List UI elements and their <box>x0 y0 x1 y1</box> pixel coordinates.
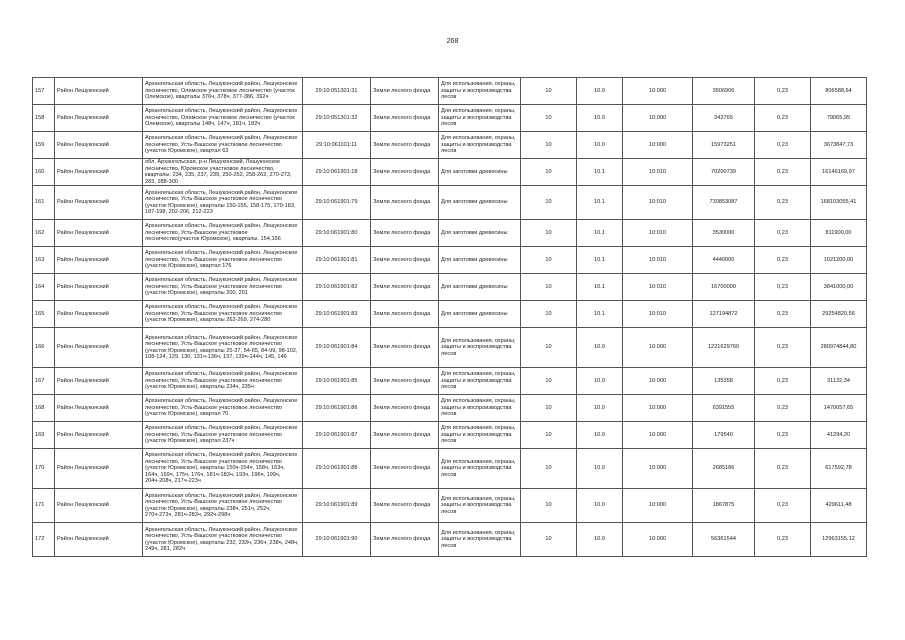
cell-cadastral-number: 29:10:061901:81 <box>303 247 371 274</box>
table-row <box>33 159 867 186</box>
cell-area: 3506906 <box>693 78 755 105</box>
cell-rate: 0,23 <box>755 395 811 422</box>
cell-land-category: Земли лесного фонда <box>371 105 439 132</box>
cell-district: Район Лешуконский <box>55 449 143 489</box>
table-row <box>33 105 867 132</box>
table-row <box>33 328 867 368</box>
cell-district: Район Лешуконский <box>55 274 143 301</box>
cell-land-category: Земли лесного фонда <box>371 449 439 489</box>
cell-district: Район Лешуконский <box>55 220 143 247</box>
cell-code-full: 10:000 <box>623 422 693 449</box>
cell-location: Архангельская область, Лешуконский район, Лешуконское лесничество, Усть-Вашское участковое лесничество(участок Юромское), кварталы. 154,156 <box>143 220 303 247</box>
cell-permitted-use: Для заготовки древесины <box>439 159 521 186</box>
land-plots-table <box>32 77 867 557</box>
cell-area: 56361544 <box>693 523 755 557</box>
cell-code-subgroup: 10.0 <box>577 368 623 395</box>
table-row <box>33 395 867 422</box>
cell-code-group: 10 <box>521 328 577 368</box>
cell-land-category: Земли лесного фонда <box>371 159 439 186</box>
table-row <box>33 247 867 274</box>
cell-code-subgroup: 10.0 <box>577 78 623 105</box>
cell-rate: 0,23 <box>755 328 811 368</box>
cell-land-category: Земли лесного фонда <box>371 489 439 523</box>
cell-number: 158 <box>33 105 55 132</box>
cell-district: Район Лешуконский <box>55 523 143 557</box>
cell-district: Район Лешуконский <box>55 159 143 186</box>
cell-code-full: 10:000 <box>623 449 693 489</box>
cell-permitted-use: Для использования, охраны, защиты и воспроизводства лесов <box>439 328 521 368</box>
cell-district: Район Лешуконский <box>55 422 143 449</box>
cell-permitted-use: Для заготовки древесины <box>439 274 521 301</box>
cell-location: Архангельская область, Лешуконский район, Лешуконское лесничество, Усть-Вашское участковое лесничество (участок Юромское), квартал 176 <box>143 247 303 274</box>
cell-value: 168103055,41 <box>811 186 867 220</box>
cell-value: 79065,95 <box>811 105 867 132</box>
cell-number: 171 <box>33 489 55 523</box>
cell-code-subgroup: 10.0 <box>577 449 623 489</box>
cell-permitted-use: Для заготовки древесины <box>439 220 521 247</box>
cell-cadastral-number: 29:10:061901:18 <box>303 159 371 186</box>
cell-area: 15973251 <box>693 132 755 159</box>
cell-rate: 0,23 <box>755 368 811 395</box>
table-row <box>33 186 867 220</box>
cell-location: Архангельская область, Лешуконский район, Лешуконское лесничество, Усть-Вашское участковое лесничество (участок Юромское), кварталы 238ч, 251ч, 252ч, 270ч-273ч, 281ч-283ч, 292ч-298ч <box>143 489 303 523</box>
cell-area: 179540 <box>693 422 755 449</box>
cell-area: 16700000 <box>693 274 755 301</box>
cell-rate: 0,23 <box>755 449 811 489</box>
cell-area: 127194872 <box>693 301 755 328</box>
cell-location: Архангельская область, Лешуконский район, Лешуконское лесничество, Усть-Вашское участковое лесничество (участок Юромское), кварталы 150ч-154ч, 158ч, 163ч, 164ч, 169ч, 175ч, 176ч, 181ч-183ч, 193ч, 196ч, 199ч, 204ч-208ч, 217ч-223ч <box>143 449 303 489</box>
cell-rate: 0,23 <box>755 301 811 328</box>
table-row <box>33 368 867 395</box>
cell-location: Архангельская область, Лешуконский район, Лешуконское лесничество, Усть-Вашское участковое лесничество (участок Юромское), кварталы 234ч, 235ч <box>143 368 303 395</box>
table-row <box>33 274 867 301</box>
cell-code-subgroup: 10.1 <box>577 274 623 301</box>
cell-area: 135358 <box>693 368 755 395</box>
cell-code-subgroup: 10.1 <box>577 247 623 274</box>
cell-rate: 0,23 <box>755 132 811 159</box>
cell-land-category: Земли лесного фонда <box>371 274 439 301</box>
cell-district: Район Лешуконский <box>55 186 143 220</box>
cell-land-category: Земли лесного фонда <box>371 220 439 247</box>
cell-code-full: 10:000 <box>623 105 693 132</box>
cell-code-full: 10:000 <box>623 395 693 422</box>
cell-number: 160 <box>33 159 55 186</box>
cell-code-group: 10 <box>521 368 577 395</box>
cell-rate: 0,23 <box>755 247 811 274</box>
cell-area: 3530000 <box>693 220 755 247</box>
cell-code-full: 10:010 <box>623 159 693 186</box>
cell-cadastral-number: 29:10:051301:31 <box>303 78 371 105</box>
table-row <box>33 489 867 523</box>
table-row <box>33 523 867 557</box>
cell-location: Архангельская область, Лешуконский район, Лешуконское лесничество, Усть-Вашское участковое лесничество (участок Юромское), кварталы 25-37, 54-65, 84-99, 98-102, 108-124, 129, 130, 131ч-136ч, 137, 139ч-144ч, 145, 146 <box>143 328 303 368</box>
cell-value: 3673847,73 <box>811 132 867 159</box>
cell-number: 172 <box>33 523 55 557</box>
cell-code-full: 10:000 <box>623 368 693 395</box>
cell-code-group: 10 <box>521 274 577 301</box>
cell-cadastral-number: 29:10:061901:80 <box>303 220 371 247</box>
cell-area: 1867875 <box>693 489 755 523</box>
cell-number: 157 <box>33 78 55 105</box>
cell-rate: 0,23 <box>755 78 811 105</box>
cell-land-category: Земли лесного фонда <box>371 78 439 105</box>
cell-area: 1221629760 <box>693 328 755 368</box>
cell-land-category: Земли лесного фонда <box>371 132 439 159</box>
cell-number: 164 <box>33 274 55 301</box>
cell-code-subgroup: 10.0 <box>577 395 623 422</box>
cell-area: 4440000 <box>693 247 755 274</box>
cell-location: Архангельская область, Лешуконский район, Лешуконское лесничество, Усть-Вашское участковое лесничество (участок Юромское), кварталы 150-155, 158-175, 179-183, 187-198, 202-206, 212-223 <box>143 186 303 220</box>
cell-area: 2685186 <box>693 449 755 489</box>
cell-district: Район Лешуконский <box>55 132 143 159</box>
cell-cadastral-number: 29:10:061901:89 <box>303 489 371 523</box>
cell-code-subgroup: 10.0 <box>577 328 623 368</box>
cell-code-full: 10:010 <box>623 301 693 328</box>
cell-code-full: 10:010 <box>623 186 693 220</box>
cell-code-subgroup: 10.1 <box>577 159 623 186</box>
cell-land-category: Земли лесного фонда <box>371 395 439 422</box>
cell-code-subgroup: 10.0 <box>577 523 623 557</box>
cell-value: 41294,20 <box>811 422 867 449</box>
cell-code-full: 10:000 <box>623 523 693 557</box>
cell-land-category: Земли лесного фонда <box>371 301 439 328</box>
cell-district: Район Лешуконский <box>55 489 143 523</box>
cell-code-full: 10:010 <box>623 220 693 247</box>
cell-location: Архангельская область, Лешуконский район, Лешуконское лесничество, Усть-Вашское участковое лесничество (участок Юромское), квартал 70 <box>143 395 303 422</box>
table-row <box>33 132 867 159</box>
cell-rate: 0,23 <box>755 105 811 132</box>
cell-district: Район Лешуконский <box>55 395 143 422</box>
cell-code-subgroup: 10.0 <box>577 489 623 523</box>
cell-land-category: Земли лесного фонда <box>371 368 439 395</box>
cell-permitted-use: Для заготовки древесины <box>439 247 521 274</box>
cell-cadastral-number: 29:10:061901:87 <box>303 422 371 449</box>
cell-code-full: 10:000 <box>623 489 693 523</box>
cell-code-subgroup: 10.1 <box>577 186 623 220</box>
cell-land-category: Земли лесного фонда <box>371 247 439 274</box>
cell-land-category: Земли лесного фонда <box>371 186 439 220</box>
cell-location: Архангельская область, Лешуконский район, Лешуконское лесничество, Олемское участковое лесничество (участок Олемское), кварталы 376ч, 378ч, 377-386, 392ч <box>143 78 303 105</box>
cell-code-subgroup: 10.1 <box>577 220 623 247</box>
cell-permitted-use: Для использования, охраны, защиты и воспроизводства лесов <box>439 132 521 159</box>
cell-district: Район Лешуконский <box>55 368 143 395</box>
cell-permitted-use: Для заготовки древесины <box>439 186 521 220</box>
cell-number: 165 <box>33 301 55 328</box>
cell-rate: 0,23 <box>755 159 811 186</box>
cell-location: Архангельская область, Лешуконский район, Лешуконское лесничество, Олемское участковое лесничество (участок Олемское), кварталы 148ч, 147ч, 181ч, 182ч <box>143 105 303 132</box>
cell-code-full: 10:000 <box>623 328 693 368</box>
cell-code-group: 10 <box>521 78 577 105</box>
cell-code-group: 10 <box>521 449 577 489</box>
cell-cadastral-number: 29:10:061901:86 <box>303 395 371 422</box>
cell-value: 617592,78 <box>811 449 867 489</box>
cell-location: Архангельская область, Лешуконский район, Лешуконское лесничество, Усть-Вашское участковое лесничество (участок Юромское), кварталы 232, 233ч, 236ч, 238ч, 248ч, 249ч, 281, 282ч <box>143 523 303 557</box>
cell-cadastral-number: 29:10:061901:79 <box>303 186 371 220</box>
cell-number: 167 <box>33 368 55 395</box>
cell-number: 161 <box>33 186 55 220</box>
cell-number: 163 <box>33 247 55 274</box>
cell-cadastral-number: 29:10:051301:32 <box>303 105 371 132</box>
cell-code-subgroup: 10.0 <box>577 105 623 132</box>
cell-number: 169 <box>33 422 55 449</box>
cell-code-full: 10:010 <box>623 247 693 274</box>
table-row <box>33 78 867 105</box>
cell-permitted-use: Для использования, охраны, защиты и воспроизводства лесов <box>439 449 521 489</box>
cell-district: Район Лешуконский <box>55 78 143 105</box>
cell-rate: 0,23 <box>755 186 811 220</box>
cell-cadastral-number: 29:10:061901:90 <box>303 523 371 557</box>
cell-district: Район Лешуконский <box>55 105 143 132</box>
cell-value: 1470057,65 <box>811 395 867 422</box>
cell-cadastral-number: 29:10:061101:11 <box>303 132 371 159</box>
cell-permitted-use: Для заготовки древесины <box>439 301 521 328</box>
table-row <box>33 220 867 247</box>
cell-code-group: 10 <box>521 132 577 159</box>
cell-value: 31132,34 <box>811 368 867 395</box>
cell-code-full: 10:000 <box>623 78 693 105</box>
cell-location: Архангельская область, Лешуконский район, Лешуконское лесничество, Усть-Вашское участковое лесничество (участок Юромское), квартал 237ч <box>143 422 303 449</box>
cell-permitted-use: Для использования, охраны, защиты и воспроизводства лесов <box>439 523 521 557</box>
cell-district: Район Лешуконский <box>55 247 143 274</box>
cell-number: 162 <box>33 220 55 247</box>
cell-value: 3841000,00 <box>811 274 867 301</box>
cell-code-subgroup: 10.0 <box>577 132 623 159</box>
cell-location: Архангельская область, Лешуконский район, Лешуконское лесничество, Усть-Вашское участковое лесничество (участок Юромское), квартал 63 <box>143 132 303 159</box>
cell-value: 1021200,00 <box>811 247 867 274</box>
cell-code-group: 10 <box>521 489 577 523</box>
cell-rate: 0,23 <box>755 422 811 449</box>
cell-rate: 0,23 <box>755 220 811 247</box>
page-number: 268 <box>446 38 459 45</box>
cell-area: 70200739 <box>693 159 755 186</box>
cell-code-group: 10 <box>521 159 577 186</box>
cell-code-group: 10 <box>521 105 577 132</box>
cell-cadastral-number: 29:10:061901:84 <box>303 328 371 368</box>
cell-value: 29254820,56 <box>811 301 867 328</box>
cell-district: Район Лешуконский <box>55 301 143 328</box>
cell-permitted-use: Для использования, охраны, защиты и воспроизводства лесов <box>439 422 521 449</box>
cell-number: 170 <box>33 449 55 489</box>
table-row <box>33 422 867 449</box>
cell-area: 343765 <box>693 105 755 132</box>
cell-number: 168 <box>33 395 55 422</box>
cell-code-full: 10:000 <box>623 132 693 159</box>
cell-cadastral-number: 29:10:061901:85 <box>303 368 371 395</box>
cell-code-subgroup: 10.0 <box>577 422 623 449</box>
cell-code-group: 10 <box>521 395 577 422</box>
cell-code-group: 10 <box>521 523 577 557</box>
table-row <box>33 301 867 328</box>
cell-value: 16146169,97 <box>811 159 867 186</box>
cell-rate: 0,23 <box>755 274 811 301</box>
cell-rate: 0,23 <box>755 489 811 523</box>
cell-value: 12963155,12 <box>811 523 867 557</box>
cell-land-category: Земли лесного фонда <box>371 422 439 449</box>
cell-code-group: 10 <box>521 301 577 328</box>
cell-area: 730853087 <box>693 186 755 220</box>
cell-code-group: 10 <box>521 186 577 220</box>
cell-permitted-use: Для использования, охраны, защиты и воспроизводства лесов <box>439 489 521 523</box>
cell-code-group: 10 <box>521 220 577 247</box>
cell-land-category: Земли лесного фонда <box>371 328 439 368</box>
cell-rate: 0,23 <box>755 523 811 557</box>
cell-cadastral-number: 29:10:061901:83 <box>303 301 371 328</box>
cell-cadastral-number: 29:10:061901:82 <box>303 274 371 301</box>
cell-land-category: Земли лесного фонда <box>371 523 439 557</box>
cell-number: 159 <box>33 132 55 159</box>
cell-code-full: 10:010 <box>623 274 693 301</box>
cell-value: 280974844,80 <box>811 328 867 368</box>
cell-value: 429611,48 <box>811 489 867 523</box>
cell-location: Архангельская область, Лешуконский район, Лешуконское лесничество, Усть-Вашское участковое лесничество (участок Юромское), кварталы 262-269, 274-280 <box>143 301 303 328</box>
cell-value: 811900,00 <box>811 220 867 247</box>
cell-cadastral-number: 29:10:061901:88 <box>303 449 371 489</box>
cell-code-group: 10 <box>521 422 577 449</box>
table-row <box>33 449 867 489</box>
cell-value: 806588,64 <box>811 78 867 105</box>
cell-number: 166 <box>33 328 55 368</box>
cell-permitted-use: Для использования, охраны, защиты и воспроизводства лесов <box>439 78 521 105</box>
cell-code-group: 10 <box>521 247 577 274</box>
cell-district: Район Лешуконский <box>55 328 143 368</box>
cell-permitted-use: Для использования, охраны, защиты и воспроизводства лесов <box>439 368 521 395</box>
cell-location: Архангельская область, Лешуконский район, Лешуконское лесничество, Усть-Вашское участковое лесничество (участок Юромское), кварталы 200, 201 <box>143 274 303 301</box>
cell-location: обл. Архангельская, р-н Лешуконский, Лешуконское лесничество, Юромское участковое лесничество, кварталы: 234, 235, 237, 239, 250-252, 258-262, 270-273, 283, 288-300 <box>143 159 303 186</box>
cell-code-subgroup: 10.1 <box>577 301 623 328</box>
cell-permitted-use: Для использования, охраны, защиты и воспроизводства лесов <box>439 105 521 132</box>
cell-permitted-use: Для использования, охраны, защиты и воспроизводства лесов <box>439 395 521 422</box>
cell-area: 6391555 <box>693 395 755 422</box>
